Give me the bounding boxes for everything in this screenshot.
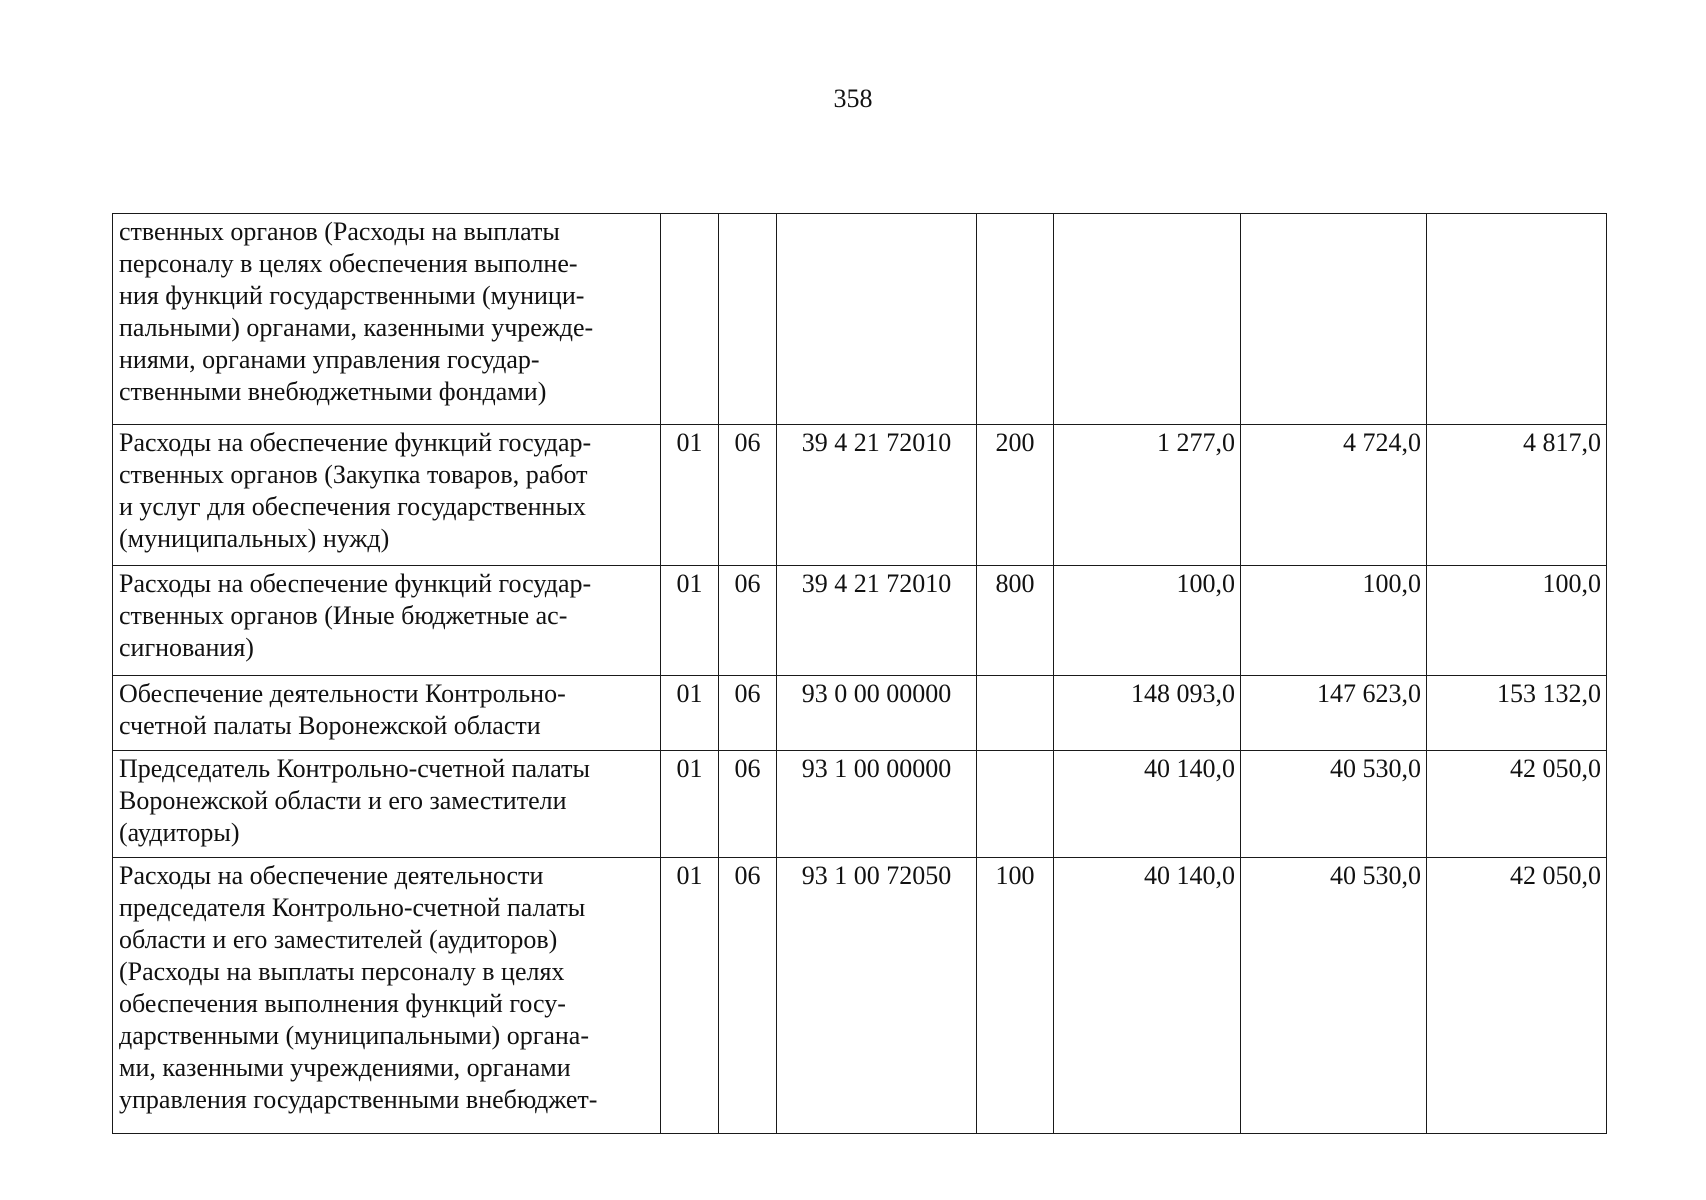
amount-year3-cell	[1427, 425, 1607, 566]
expense-type-cell	[977, 566, 1054, 676]
amount-year2-text: 147 623,0	[1317, 679, 1421, 708]
subsection-code-cell	[719, 566, 777, 676]
amount-year2-cell	[1241, 566, 1427, 676]
target-article-cell	[777, 425, 977, 566]
amount-year1-text: 40 140,0	[1144, 861, 1235, 890]
table-row	[113, 751, 1607, 858]
section-code-cell	[661, 751, 719, 858]
target-article-text: 93 1 00 00000	[801, 754, 952, 783]
description-cell	[113, 214, 661, 425]
target-article-text: 93 0 00 00000	[801, 679, 952, 708]
subsection-code-text: 06	[734, 569, 761, 598]
section-code-cell	[661, 676, 719, 751]
expense-type-text: 800	[995, 569, 1035, 598]
amount-year3-text: 100,0	[1542, 569, 1601, 598]
amount-year2-cell	[1241, 751, 1427, 858]
section-code-cell	[661, 425, 719, 566]
description-cell	[113, 676, 661, 751]
target-article-cell	[777, 751, 977, 858]
amount-year3-cell	[1427, 214, 1607, 425]
amount-year1-cell	[1054, 676, 1241, 751]
expense-type-cell	[977, 676, 1054, 751]
amount-year2-text: 40 530,0	[1330, 754, 1421, 783]
target-article-text: 39 4 21 72010	[801, 428, 952, 457]
amount-year1-cell	[1054, 751, 1241, 858]
expense-type-text: 100	[995, 861, 1035, 890]
description-cell	[113, 566, 661, 676]
expense-type-cell	[977, 751, 1054, 858]
expense-type-cell	[977, 858, 1054, 1134]
table-body	[113, 214, 1607, 1134]
subsection-code-cell	[719, 858, 777, 1134]
amount-year1-text: 40 140,0	[1144, 754, 1235, 783]
amount-year1-text: 100,0	[1176, 569, 1235, 598]
section-code-cell	[661, 566, 719, 676]
amount-year3-text: 153 132,0	[1497, 679, 1601, 708]
description-cell	[113, 858, 661, 1134]
table-row	[113, 676, 1607, 751]
amount-year2-text: 100,0	[1362, 569, 1421, 598]
description-text: Обеспечение деятельности Контрольно- счетной палаты Воронежской области	[119, 679, 566, 740]
subsection-code-text: 06	[734, 679, 761, 708]
amount-year3-cell	[1427, 751, 1607, 858]
description-text: Расходы на обеспечение функций государ- ственных органов (Закупка товаров, работ и услуг для обеспечения государственных (муниципальных) нужд)	[119, 428, 592, 553]
amount-year2-cell	[1241, 858, 1427, 1134]
amount-year2-cell	[1241, 214, 1427, 425]
amount-year1-text: 1 277,0	[1157, 428, 1235, 457]
amount-year2-cell	[1241, 425, 1427, 566]
amount-year3-text: 42 050,0	[1510, 861, 1601, 890]
amount-year3-cell	[1427, 676, 1607, 751]
amount-year3-cell	[1427, 566, 1607, 676]
subsection-code-text: 06	[734, 754, 761, 783]
section-code-cell	[661, 214, 719, 425]
expense-type-cell	[977, 425, 1054, 566]
description-text: Председатель Контрольно-счетной палаты Воронежской области и его заместители (аудиторы)	[119, 754, 590, 847]
section-code-text: 01	[676, 861, 703, 890]
section-code-text: 01	[676, 679, 703, 708]
amount-year3-cell	[1427, 858, 1607, 1134]
section-code-text: 01	[676, 569, 703, 598]
amount-year1-cell	[1054, 566, 1241, 676]
description-text: Расходы на обеспечение функций государ- ственных органов (Иные бюджетные ас- сигнования)	[119, 569, 592, 662]
table-row	[113, 214, 1607, 425]
table-row	[113, 566, 1607, 676]
amount-year2-text: 40 530,0	[1330, 861, 1421, 890]
target-article-cell	[777, 566, 977, 676]
description-text: ственных органов (Расходы на выплаты персоналу в целях обеспечения выполне- ния функций государственными (муници- пальными) органами, казенными учрежде- ниями, органами управления государ- ственными внебюджетными фондами)	[119, 217, 594, 406]
target-article-text: 93 1 00 72050	[801, 861, 952, 890]
amount-year1-cell	[1054, 214, 1241, 425]
page-number: 358	[833, 84, 873, 113]
subsection-code-cell	[719, 425, 777, 566]
amount-year2-text: 4 724,0	[1343, 428, 1421, 457]
description-cell	[113, 751, 661, 858]
amount-year3-text: 42 050,0	[1510, 754, 1601, 783]
target-article-cell	[777, 214, 977, 425]
expense-type-text: 200	[995, 428, 1035, 457]
subsection-code-cell	[719, 676, 777, 751]
description-cell	[113, 425, 661, 566]
subsection-code-cell	[719, 214, 777, 425]
amount-year1-cell	[1054, 425, 1241, 566]
amount-year1-text: 148 093,0	[1131, 679, 1235, 708]
target-article-text: 39 4 21 72010	[801, 569, 952, 598]
section-code-cell	[661, 858, 719, 1134]
target-article-cell	[777, 858, 977, 1134]
description-text: Расходы на обеспечение деятельности председателя Контрольно-счетной палаты области и его заместителей (аудиторов) (Расходы на выплаты персоналу в целях обеспечения выполнения функций госу- дарственными (муниципальными) органа- ми, казенными учреждениями, органами управления государственными внебюджет-	[119, 861, 598, 1114]
subsection-code-text: 06	[734, 861, 761, 890]
subsection-code-text: 06	[734, 428, 761, 457]
subsection-code-cell	[719, 751, 777, 858]
expense-type-cell	[977, 214, 1054, 425]
amount-year3-text: 4 817,0	[1523, 428, 1601, 457]
table-row	[113, 858, 1607, 1134]
section-code-text: 01	[676, 428, 703, 457]
section-code-text: 01	[676, 754, 703, 783]
table-row	[113, 425, 1607, 566]
amount-year1-cell	[1054, 858, 1241, 1134]
budget-table	[112, 213, 1607, 1134]
target-article-cell	[777, 676, 977, 751]
amount-year2-cell	[1241, 676, 1427, 751]
